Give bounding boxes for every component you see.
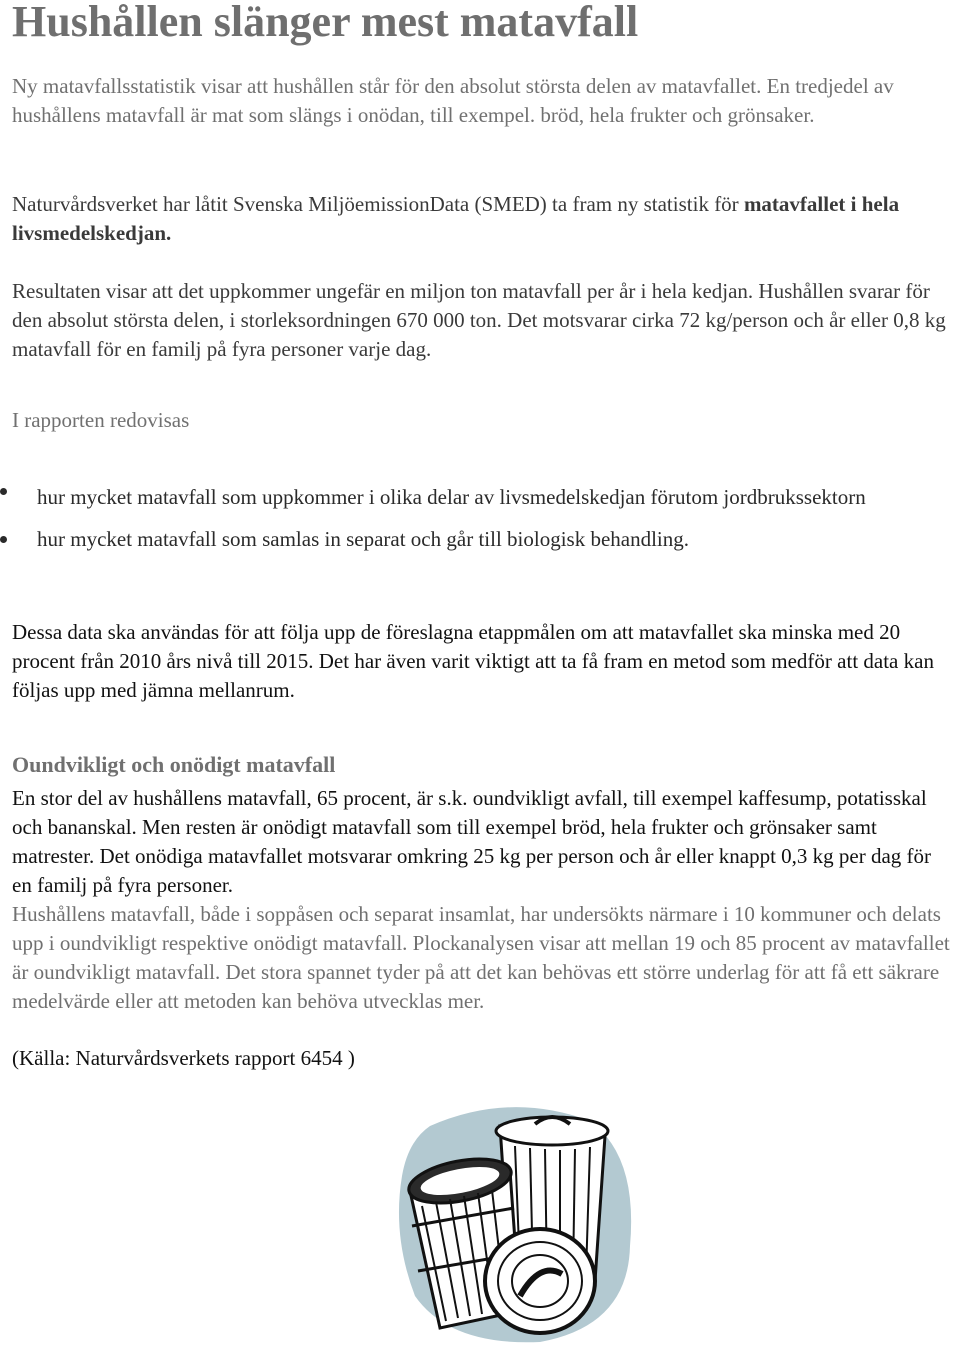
bullet-text: hur mycket matavfall som uppkommer i olika delar av livsmedelskedjan förutom jordbrukssektorn [37,485,866,509]
section-heading: Oundvikligt och onödigt matavfall [12,752,336,777]
page-title: Hushållen slänger mest matavfall [12,0,639,46]
analysis-paragraph: Hushållens matavfall, både i soppåsen och separat insamlat, har undersökts närmare i 10 kommuner och delats upp i oundvikligt respektive onödigt matavfall. Plockanalysen visar att mellan 19 och 85 procent av matavfallet är oundvikligt matavfall. Det stora spannet tyder på att det kan behövas ett större underlag för att få ett säkrare medelvärde eller att metoden kan behöva utvecklas mer. [12,902,950,1013]
intro-paragraph: Ny matavfallsstatistik visar att hushållen står för den absolut största delen av matavfallet. En tredjedel av hushållens matavfall är mat som slängs i onödan, till exempel. bröd, hela frukter och grönsaker. [12,74,894,127]
report-lead: I rapporten redovisas [12,408,190,432]
source-citation: (Källa: Naturvårdsverkets rapport 6454 ) [12,1046,355,1070]
bullet-icon [0,536,7,543]
list-item [0,476,867,518]
smed-text: Naturvårdsverket har låtit Svenska MiljöemissionData (SMED) ta fram ny statistik för [12,192,744,216]
bullet-text: hur mycket matavfall som samlas in separat och går till biologisk behandling. [37,527,690,551]
results-paragraph: Resultaten visar att det uppkommer ungefär en miljon ton matavfall per år i hela kedjan. Hushållen svarar för den absolut största delen, i storleksordningen 670 000 ton. Det motsvarar cirka 72 kg/person och år eller 0,8 kg matavfall för en familj på fyra personer varje dag. [12,279,946,361]
trash-cans-illustration-icon [390,1096,640,1346]
unavoidable-paragraph: En stor del av hushållens matavfall, 65 procent, är s.k. oundvikligt avfall, till exempel kaffesump, potatisskal och bananskal. Men resten är onödigt matavfall som till exempel bröd, hela frukter och grönsaker samt matrester. Det onödiga matavfallet motsvarar omkring 25 kg per person och år eller knappt 0,3 kg per dag för en familj på fyra personer. [12,786,932,897]
bullet-icon [0,488,7,495]
list-item [0,518,950,560]
smed-paragraph [12,190,956,248]
smed-emphasis: matavfallet i hela livsmedelskedjan. [12,192,900,245]
goals-paragraph: Dessa data ska användas för att följa upp de föreslagna etappmålen om att matavfallet ska minska med 20 procent från 2010 års nivå till 2015. Det har även varit viktigt att ta få fram en metod som medför att data kan följas upp med jämna mellanrum. [12,620,934,702]
report-bullet-list [0,476,950,560]
